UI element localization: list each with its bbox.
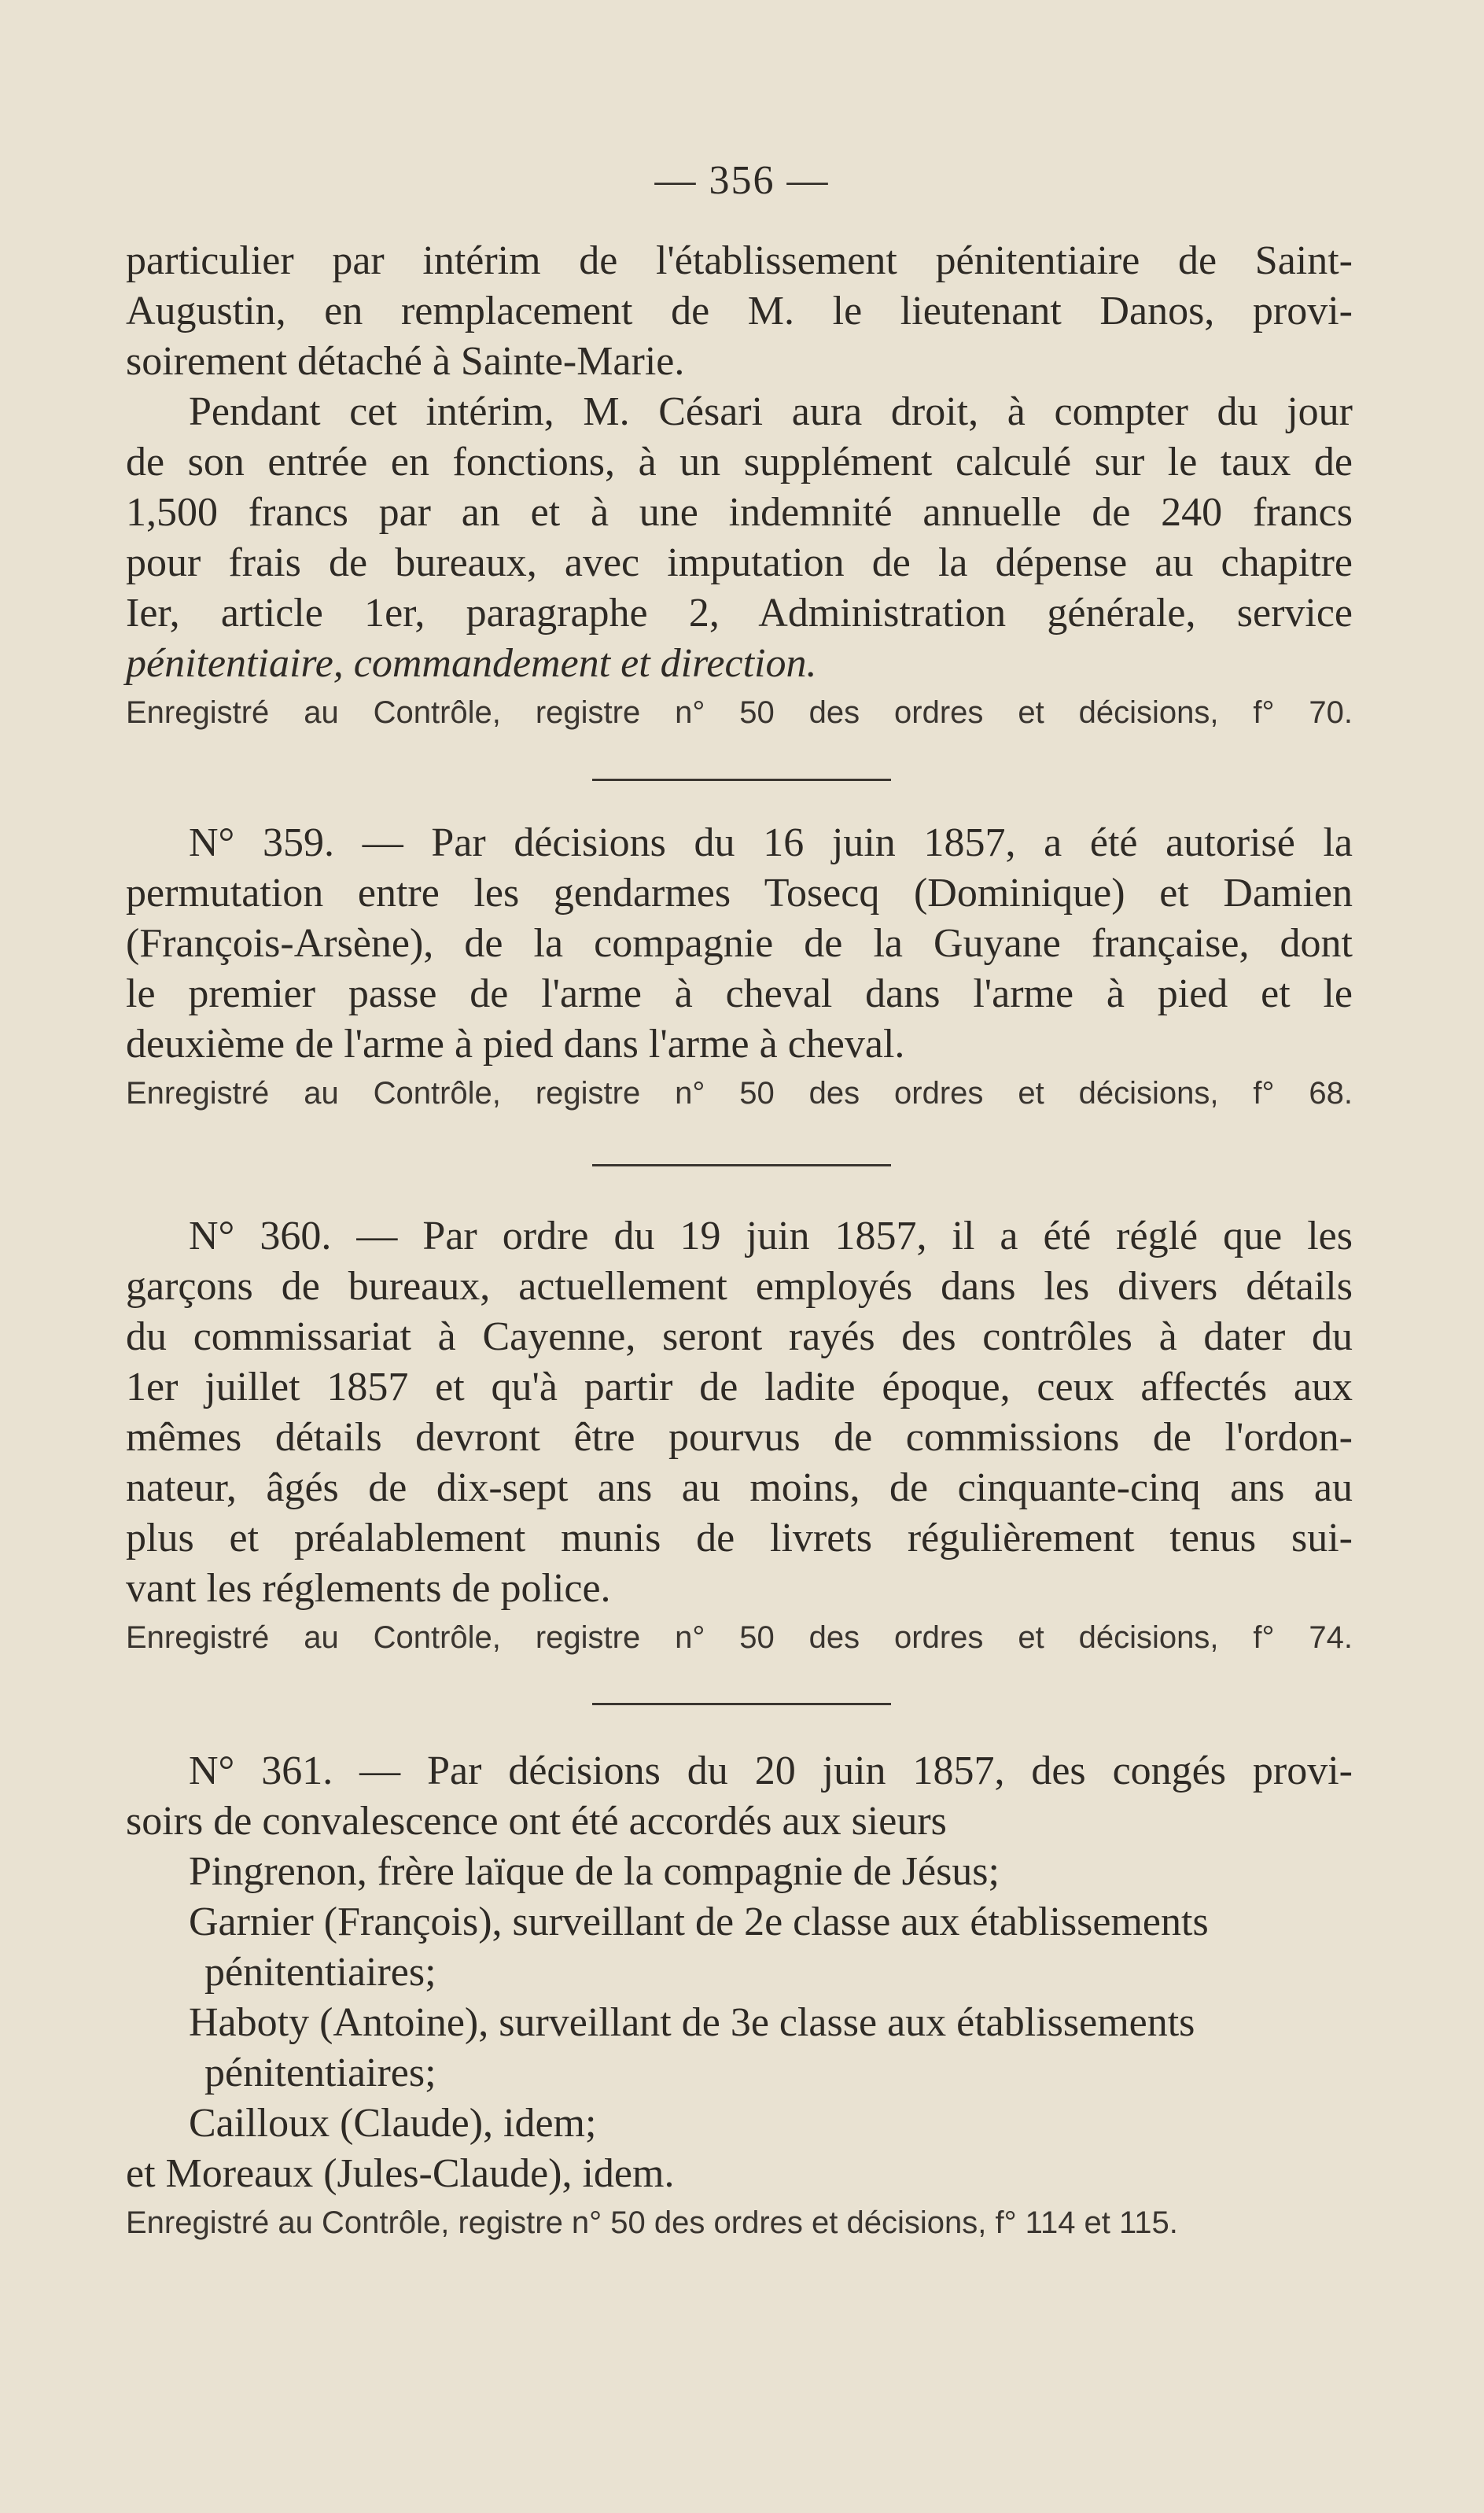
registration-note: Enregistré au Contrôle, registre n° 50 des ordres et décisions, f° 74. xyxy=(126,1620,1353,1655)
text-line: N° 359. — Par décisions du 16 juin 1857, a été autorisé la xyxy=(189,820,1353,865)
text-line: soirs de convalescence ont été accordés aux sieurs xyxy=(126,1799,947,1844)
text-line: le premier passe de l'arme à cheval dans l'arme à pied et le xyxy=(126,971,1353,1016)
section-divider xyxy=(592,779,891,781)
list-item: Cailloux (Claude), idem; xyxy=(189,2101,597,2146)
text-line: Pendant cet intérim, M. Césari aura droit, à compter du jour xyxy=(189,389,1353,434)
text-line: pénitentiaire, commandement et direction. xyxy=(126,641,817,686)
section-continued xyxy=(126,236,1353,736)
list-item-continued: pénitentiaires; xyxy=(204,2051,436,2095)
text-line: N° 361. — Par décisions du 20 juin 1857, des congés provi- xyxy=(189,1748,1353,1793)
section-361 xyxy=(126,1746,1353,2246)
text-line: deuxième de l'arme à pied dans l'arme à cheval. xyxy=(126,1022,905,1067)
text-line: 1,500 francs par an et à une indemnité annuelle de 240 francs xyxy=(126,490,1353,535)
text-line: permutation entre les gendarmes Tosecq (Dominique) et Damien xyxy=(126,871,1353,916)
list-item: Pingrenon, frère laïque de la compagnie de Jésus; xyxy=(189,1849,1000,1894)
section-359 xyxy=(126,818,1353,1117)
text-line: N° 360. — Par ordre du 19 juin 1857, il a été réglé que les xyxy=(189,1214,1353,1258)
section-360 xyxy=(126,1211,1353,1661)
text-line: Ier, article 1er, paragraphe 2, Administration générale, service xyxy=(126,591,1353,636)
text-line: mêmes détails devront être pourvus de commissions de l'ordon- xyxy=(126,1415,1353,1460)
text-line: soirement détaché à Sainte-Marie. xyxy=(126,339,685,384)
registration-note: Enregistré au Contrôle, registre n° 50 des ordres et décisions, f° 68. xyxy=(126,1076,1353,1111)
section-divider xyxy=(592,1703,891,1705)
text-line: 1er juillet 1857 et qu'à partir de ladite époque, ceux affectés aux xyxy=(126,1365,1353,1409)
list-item: Garnier (François), surveillant de 2e classe aux établissements xyxy=(189,1899,1209,1944)
list-item-continued: pénitentiaires; xyxy=(204,1950,436,1995)
text-line: de son entrée en fonctions, à un supplément calculé sur le taux de xyxy=(126,440,1353,485)
registration-note: Enregistré au Contrôle, registre n° 50 des ordres et décisions, f° 114 et 115. xyxy=(126,2205,1178,2240)
text-line: garçons de bureaux, actuellement employés dans les divers détails xyxy=(126,1264,1353,1309)
text-line: nateur, âgés de dix-sept ans au moins, de cinquante-cinq ans au xyxy=(126,1465,1353,1510)
text-line: vant les réglements de police. xyxy=(126,1566,611,1611)
registration-note: Enregistré au Contrôle, registre n° 50 des ordres et décisions, f° 70. xyxy=(126,695,1353,730)
list-item: Haboty (Antoine), surveillant de 3e classe aux établissements xyxy=(189,2000,1195,2045)
section-divider xyxy=(592,1164,891,1166)
text-line: du commissariat à Cayenne, seront rayés des contrôles à dater du xyxy=(126,1314,1353,1359)
text-line: plus et préalablement munis de livrets régulièrement tenus sui- xyxy=(126,1516,1353,1560)
page-header: — 356 — xyxy=(654,158,830,203)
list-item: et Moreaux (Jules-Claude), idem. xyxy=(126,2151,675,2196)
text-line: (François-Arsène), de la compagnie de la Guyane française, dont xyxy=(126,921,1353,966)
text-line: particulier par intérim de l'établissement pénitentiaire de Saint- xyxy=(126,238,1353,283)
text-line: Augustin, en remplacement de M. le lieutenant Danos, provi- xyxy=(126,289,1353,333)
text-line: pour frais de bureaux, avec imputation de la dépense au chapitre xyxy=(126,540,1353,585)
